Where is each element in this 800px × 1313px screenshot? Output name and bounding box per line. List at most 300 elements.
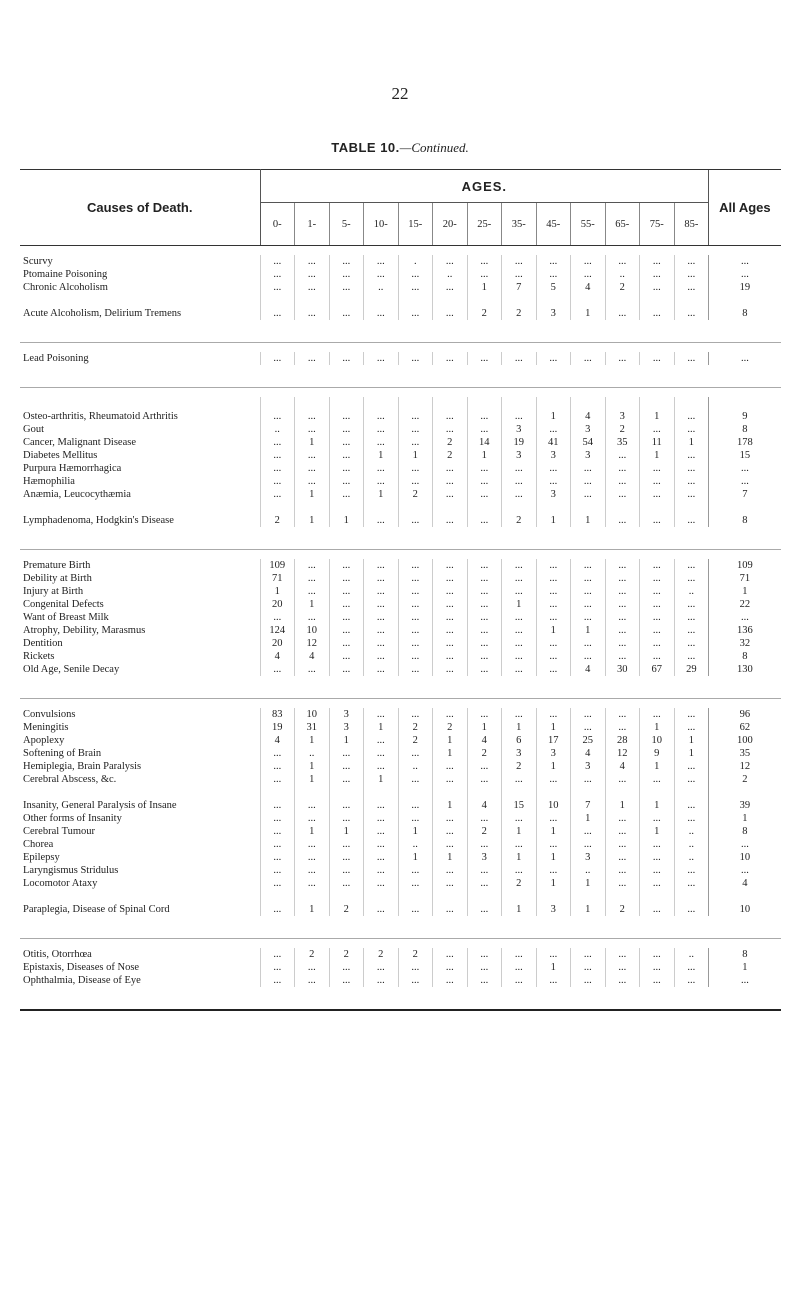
table-row [20, 462, 781, 475]
age-count-cell: ... [295, 462, 330, 475]
age-count-cell: ... [467, 773, 502, 786]
age-count-cell: ... [605, 825, 640, 838]
age-count-cell: ... [571, 637, 606, 650]
age-count-cell: ... [398, 462, 433, 475]
age-count-cell: ... [433, 890, 468, 916]
age-group-header: 1- [295, 203, 330, 246]
age-count-cell: ... [329, 598, 364, 611]
age-count-cell: 1 [398, 825, 433, 838]
age-group-header: 85- [674, 203, 709, 246]
age-count-cell: ... [260, 663, 295, 676]
age-count-cell: ... [260, 611, 295, 624]
age-count-cell: 54 [571, 436, 606, 449]
age-count-cell: ... [674, 786, 709, 812]
table-row [20, 352, 781, 365]
cause-name: Cancer, Malignant Disease [23, 437, 136, 448]
age-count-cell: ... [605, 864, 640, 877]
age-count-cell: ... [260, 974, 295, 987]
cause-name: Epilepsy [23, 852, 60, 863]
all-ages-total-cell: 100 [709, 734, 781, 747]
age-count-cell: ... [571, 825, 606, 838]
cause-name: Rickets [23, 651, 55, 662]
age-count-cell: 10 [536, 786, 571, 812]
age-count-cell: ... [467, 268, 502, 281]
age-count-cell: ... [571, 773, 606, 786]
age-count-cell: ... [295, 397, 330, 423]
cause-name: Diabetes Mellitus [23, 450, 98, 461]
all-ages-total-cell: 9 [709, 397, 781, 423]
age-count-cell: ... [398, 812, 433, 825]
cause-name: Debility at Birth [23, 573, 92, 584]
age-count-cell: ... [260, 890, 295, 916]
age-count-cell: ... [433, 708, 468, 721]
age-count-cell: ... [260, 747, 295, 760]
age-count-cell: 71 [260, 572, 295, 585]
age-group-header: 35- [502, 203, 537, 246]
age-count-cell: ... [536, 838, 571, 851]
table-row [20, 268, 781, 281]
cause-name: Chorea [23, 839, 54, 850]
age-count-cell: ... [329, 255, 364, 268]
age-count-cell: 2 [502, 877, 537, 890]
age-count-cell: ... [674, 598, 709, 611]
age-count-cell: ... [364, 611, 399, 624]
all-ages-total-cell: ... [709, 864, 781, 877]
all-ages-header: All Ages [709, 170, 781, 246]
age-count-cell: ... [433, 877, 468, 890]
all-ages-total-cell: 136 [709, 624, 781, 637]
age-count-cell: ... [536, 864, 571, 877]
age-count-cell: ... [329, 559, 364, 572]
cause-name: Chronic Alcoholism [23, 282, 108, 293]
age-count-cell: ... [433, 773, 468, 786]
cause-name: Congenital Defects [23, 599, 104, 610]
all-ages-total-cell: 96 [709, 708, 781, 721]
age-count-cell: ... [674, 294, 709, 320]
table-row [20, 760, 781, 773]
age-count-cell: ... [571, 974, 606, 987]
age-count-cell: ... [674, 268, 709, 281]
age-count-cell: 1 [502, 721, 537, 734]
age-count-cell: 2 [467, 825, 502, 838]
age-count-cell: ... [364, 255, 399, 268]
age-count-cell: ... [640, 890, 675, 916]
all-ages-total-cell: ... [709, 838, 781, 851]
age-count-cell: ... [640, 864, 675, 877]
table-row [20, 637, 781, 650]
age-count-cell: ... [674, 423, 709, 436]
cause-name: Cerebral Abscess, &c. [23, 774, 117, 785]
age-count-cell: 4 [571, 747, 606, 760]
age-count-cell: ... [329, 475, 364, 488]
age-count-cell: ... [467, 572, 502, 585]
age-count-cell: ... [467, 948, 502, 961]
age-count-cell: ... [674, 281, 709, 294]
age-count-cell: ... [260, 488, 295, 501]
age-count-cell: .. [674, 948, 709, 961]
age-count-cell: ... [640, 572, 675, 585]
age-count-cell: 1 [571, 877, 606, 890]
mortality-table [20, 169, 781, 1011]
age-count-cell: 4 [467, 734, 502, 747]
age-count-cell: ... [295, 877, 330, 890]
age-count-cell: ... [640, 812, 675, 825]
age-count-cell: ... [260, 864, 295, 877]
age-count-cell: ... [398, 890, 433, 916]
age-count-cell: ... [433, 812, 468, 825]
age-count-cell: ... [674, 877, 709, 890]
table-row [20, 825, 781, 838]
age-count-cell: ... [640, 268, 675, 281]
age-count-cell: 10 [640, 734, 675, 747]
age-count-cell: ... [398, 974, 433, 987]
age-count-cell: ... [364, 825, 399, 838]
age-count-cell: ... [605, 637, 640, 650]
age-count-cell: ... [502, 352, 537, 365]
age-count-cell: ... [674, 611, 709, 624]
all-ages-total-cell: 178 [709, 436, 781, 449]
age-count-cell: 1 [640, 449, 675, 462]
age-count-cell: ... [674, 352, 709, 365]
age-count-cell: ... [260, 812, 295, 825]
age-count-cell: 2 [329, 890, 364, 916]
age-count-cell: 2 [502, 501, 537, 527]
age-count-cell: ... [364, 559, 399, 572]
table-row [20, 624, 781, 637]
age-count-cell: ... [329, 877, 364, 890]
table-row [20, 864, 781, 877]
cause-name: Hemiplegia, Brain Paralysis [23, 761, 142, 772]
all-ages-total-cell: ... [709, 462, 781, 475]
all-ages-total-cell: ... [709, 352, 781, 365]
age-count-cell: .. [364, 281, 399, 294]
age-count-cell: 1 [571, 624, 606, 637]
cause-name: Convulsions [23, 709, 76, 720]
age-count-cell: ... [433, 961, 468, 974]
age-count-cell: ... [433, 559, 468, 572]
age-count-cell: ... [329, 294, 364, 320]
age-count-cell: ... [640, 281, 675, 294]
age-count-cell: ... [536, 475, 571, 488]
age-count-cell: ... [571, 462, 606, 475]
age-count-cell: ... [467, 760, 502, 773]
age-count-cell: 1 [536, 851, 571, 864]
age-count-cell: ... [433, 838, 468, 851]
age-count-cell: ... [329, 851, 364, 864]
age-count-cell: ... [536, 974, 571, 987]
age-count-cell: ... [571, 559, 606, 572]
age-count-cell: ... [260, 961, 295, 974]
age-count-cell: ... [329, 773, 364, 786]
age-count-cell: ... [398, 637, 433, 650]
page-number: 22 [391, 84, 409, 103]
age-count-cell: 1 [536, 961, 571, 974]
all-ages-total-cell: 109 [709, 559, 781, 572]
age-count-cell: ... [467, 255, 502, 268]
age-count-cell: ... [605, 773, 640, 786]
age-count-cell: ... [295, 838, 330, 851]
age-count-cell: ... [433, 397, 468, 423]
age-count-cell: ... [295, 255, 330, 268]
table-row [20, 663, 781, 676]
age-count-cell: ... [674, 462, 709, 475]
age-count-cell: 2 [398, 734, 433, 747]
age-count-cell: ... [260, 475, 295, 488]
age-count-cell: ... [605, 877, 640, 890]
age-count-cell: ... [295, 294, 330, 320]
age-count-cell: ... [674, 488, 709, 501]
age-count-cell: 1 [674, 436, 709, 449]
age-count-cell: ... [295, 961, 330, 974]
cause-name: Ophthalmia, Disease of Eye [23, 975, 141, 986]
age-count-cell: 2 [605, 423, 640, 436]
age-count-cell: ... [605, 974, 640, 987]
table-row [20, 436, 781, 449]
age-count-cell: ... [398, 475, 433, 488]
age-count-cell: 1 [295, 760, 330, 773]
age-count-cell: ... [640, 352, 675, 365]
age-count-cell: 7 [502, 281, 537, 294]
table-row [20, 397, 781, 423]
age-count-cell: . [398, 255, 433, 268]
age-count-cell: .. [674, 825, 709, 838]
age-count-cell: ... [364, 475, 399, 488]
age-group-header: 0- [260, 203, 295, 246]
age-count-cell: ... [329, 397, 364, 423]
age-count-cell: ... [674, 624, 709, 637]
all-ages-total-cell: ... [709, 268, 781, 281]
age-count-cell: 1 [398, 449, 433, 462]
age-count-cell: 3 [502, 423, 537, 436]
age-count-cell: ... [605, 559, 640, 572]
age-count-cell: ... [674, 449, 709, 462]
cause-name: Otitis, Otorrhœa [23, 949, 92, 960]
age-count-cell: ... [605, 352, 640, 365]
age-count-cell: ... [674, 501, 709, 527]
age-count-cell: 20 [260, 637, 295, 650]
age-count-cell: ... [536, 352, 571, 365]
age-count-cell: ... [605, 708, 640, 721]
age-count-cell: 1 [674, 747, 709, 760]
age-count-cell: ... [605, 611, 640, 624]
table-row [20, 812, 781, 825]
age-count-cell: ... [398, 773, 433, 786]
table-row [20, 611, 781, 624]
age-count-cell: ... [467, 462, 502, 475]
table-row [20, 501, 781, 527]
table-title-continued: —Continued. [399, 140, 469, 155]
age-count-cell: ... [329, 585, 364, 598]
age-count-cell: ... [571, 585, 606, 598]
age-count-cell: ... [364, 851, 399, 864]
age-count-cell: 1 [295, 825, 330, 838]
age-count-cell: 1 [295, 501, 330, 527]
age-count-cell: ... [571, 255, 606, 268]
age-count-cell: 1 [674, 734, 709, 747]
age-count-cell: ... [467, 637, 502, 650]
age-count-cell: ... [398, 397, 433, 423]
age-count-cell: ... [295, 449, 330, 462]
all-ages-total-cell: 7 [709, 488, 781, 501]
cause-name: Other forms of Insanity [23, 813, 122, 824]
age-count-cell: 1 [536, 825, 571, 838]
all-ages-total-cell: 8 [709, 948, 781, 961]
age-count-cell: ... [364, 890, 399, 916]
age-count-cell: ... [260, 838, 295, 851]
age-count-cell: ... [364, 734, 399, 747]
table-row [20, 747, 781, 760]
age-count-cell: 4 [571, 281, 606, 294]
age-count-cell: 1 [571, 890, 606, 916]
age-count-cell: ... [398, 598, 433, 611]
age-count-cell: .. [674, 851, 709, 864]
age-count-cell: ... [536, 708, 571, 721]
age-count-cell: 14 [467, 436, 502, 449]
age-count-cell: ... [674, 397, 709, 423]
age-count-cell: ... [364, 501, 399, 527]
age-count-cell: 1 [260, 585, 295, 598]
age-count-cell: 1 [536, 501, 571, 527]
age-count-cell: ... [536, 462, 571, 475]
age-count-cell: ... [536, 572, 571, 585]
age-count-cell: ... [467, 864, 502, 877]
age-count-cell: 25 [571, 734, 606, 747]
age-count-cell: ... [364, 268, 399, 281]
age-count-cell: ... [640, 624, 675, 637]
age-count-cell: .. [398, 760, 433, 773]
age-count-cell: ... [329, 449, 364, 462]
all-ages-total-cell: 71 [709, 572, 781, 585]
age-count-cell: ... [398, 436, 433, 449]
age-count-cell: ... [433, 281, 468, 294]
table-row [20, 734, 781, 747]
age-count-cell: ... [433, 760, 468, 773]
age-count-cell: ... [640, 851, 675, 864]
age-count-cell: ... [433, 948, 468, 961]
age-count-cell: ... [605, 501, 640, 527]
table-title-label: TABLE 10. [331, 140, 400, 155]
table-row [20, 890, 781, 916]
age-count-cell: ... [295, 585, 330, 598]
cause-name: Gout [23, 424, 44, 435]
age-count-cell: ... [433, 650, 468, 663]
age-count-cell: ... [433, 825, 468, 838]
age-count-cell: ... [605, 721, 640, 734]
age-count-cell: 6 [502, 734, 537, 747]
age-count-cell: 1 [295, 488, 330, 501]
age-count-cell: ... [329, 611, 364, 624]
age-count-cell: ... [329, 572, 364, 585]
age-count-cell: ... [640, 877, 675, 890]
age-count-cell: 1 [640, 786, 675, 812]
age-count-cell: ... [605, 961, 640, 974]
age-count-cell: ... [640, 948, 675, 961]
age-count-cell: ... [605, 812, 640, 825]
age-count-cell: ... [640, 423, 675, 436]
age-count-cell: ... [329, 488, 364, 501]
age-count-cell: ... [467, 877, 502, 890]
age-count-cell: ... [295, 572, 330, 585]
age-count-cell: 19 [502, 436, 537, 449]
age-count-cell: ... [364, 812, 399, 825]
age-count-cell: ... [502, 255, 537, 268]
cause-name: Scurvy [23, 256, 53, 267]
table-row [20, 572, 781, 585]
cause-name: Atrophy, Debility, Marasmus [23, 625, 146, 636]
age-count-cell: ... [674, 812, 709, 825]
age-count-cell: .. [674, 838, 709, 851]
age-count-cell: 4 [571, 397, 606, 423]
age-count-cell: 1 [433, 734, 468, 747]
age-count-cell: ... [433, 488, 468, 501]
age-count-cell: .. [433, 268, 468, 281]
age-count-cell: ... [467, 559, 502, 572]
cause-name: Insanity, General Paralysis of Insane [23, 800, 177, 811]
age-count-cell: ... [467, 812, 502, 825]
age-count-cell: ... [640, 488, 675, 501]
table-row [20, 877, 781, 890]
cause-name: Dentition [23, 638, 63, 649]
table-row [20, 851, 781, 864]
age-count-cell: ... [571, 268, 606, 281]
age-count-cell: ... [295, 851, 330, 864]
age-count-cell: ... [329, 864, 364, 877]
age-count-cell: 1 [536, 760, 571, 773]
age-group-header: 45- [536, 203, 571, 246]
age-count-cell: 3 [571, 423, 606, 436]
age-count-cell: 2 [295, 948, 330, 961]
age-count-cell: 1 [640, 721, 675, 734]
age-count-cell: 15 [502, 786, 537, 812]
age-count-cell: ... [433, 475, 468, 488]
age-count-cell: ... [295, 475, 330, 488]
age-count-cell: ... [502, 475, 537, 488]
age-count-cell: ... [398, 877, 433, 890]
age-count-cell: ... [433, 294, 468, 320]
age-count-cell: ... [571, 948, 606, 961]
age-count-cell: 10 [295, 708, 330, 721]
age-count-cell: ... [329, 637, 364, 650]
cause-name: Cerebral Tumour [23, 826, 96, 837]
age-count-cell: ... [605, 255, 640, 268]
age-count-cell: ... [605, 948, 640, 961]
age-count-cell: ... [329, 974, 364, 987]
age-count-cell: ... [605, 475, 640, 488]
age-count-cell: ... [364, 961, 399, 974]
age-count-cell: 1 [329, 734, 364, 747]
all-ages-total-cell: 1 [709, 961, 781, 974]
age-count-cell: ... [295, 611, 330, 624]
table-row [20, 449, 781, 462]
age-count-cell: 3 [502, 449, 537, 462]
age-count-cell: ... [364, 747, 399, 760]
age-count-cell: ... [536, 948, 571, 961]
all-ages-total-cell: 22 [709, 598, 781, 611]
age-count-cell: 10 [295, 624, 330, 637]
age-count-cell: ... [398, 585, 433, 598]
age-count-cell: ... [398, 501, 433, 527]
age-count-cell: ... [364, 864, 399, 877]
age-count-cell: ... [536, 255, 571, 268]
age-count-cell: ... [329, 281, 364, 294]
age-count-cell: ... [364, 877, 399, 890]
age-count-cell: 2 [398, 948, 433, 961]
age-count-cell: .. [260, 423, 295, 436]
all-ages-total-cell: 39 [709, 786, 781, 812]
age-count-cell: ... [364, 637, 399, 650]
age-count-cell: ... [502, 268, 537, 281]
age-count-cell: ... [502, 572, 537, 585]
